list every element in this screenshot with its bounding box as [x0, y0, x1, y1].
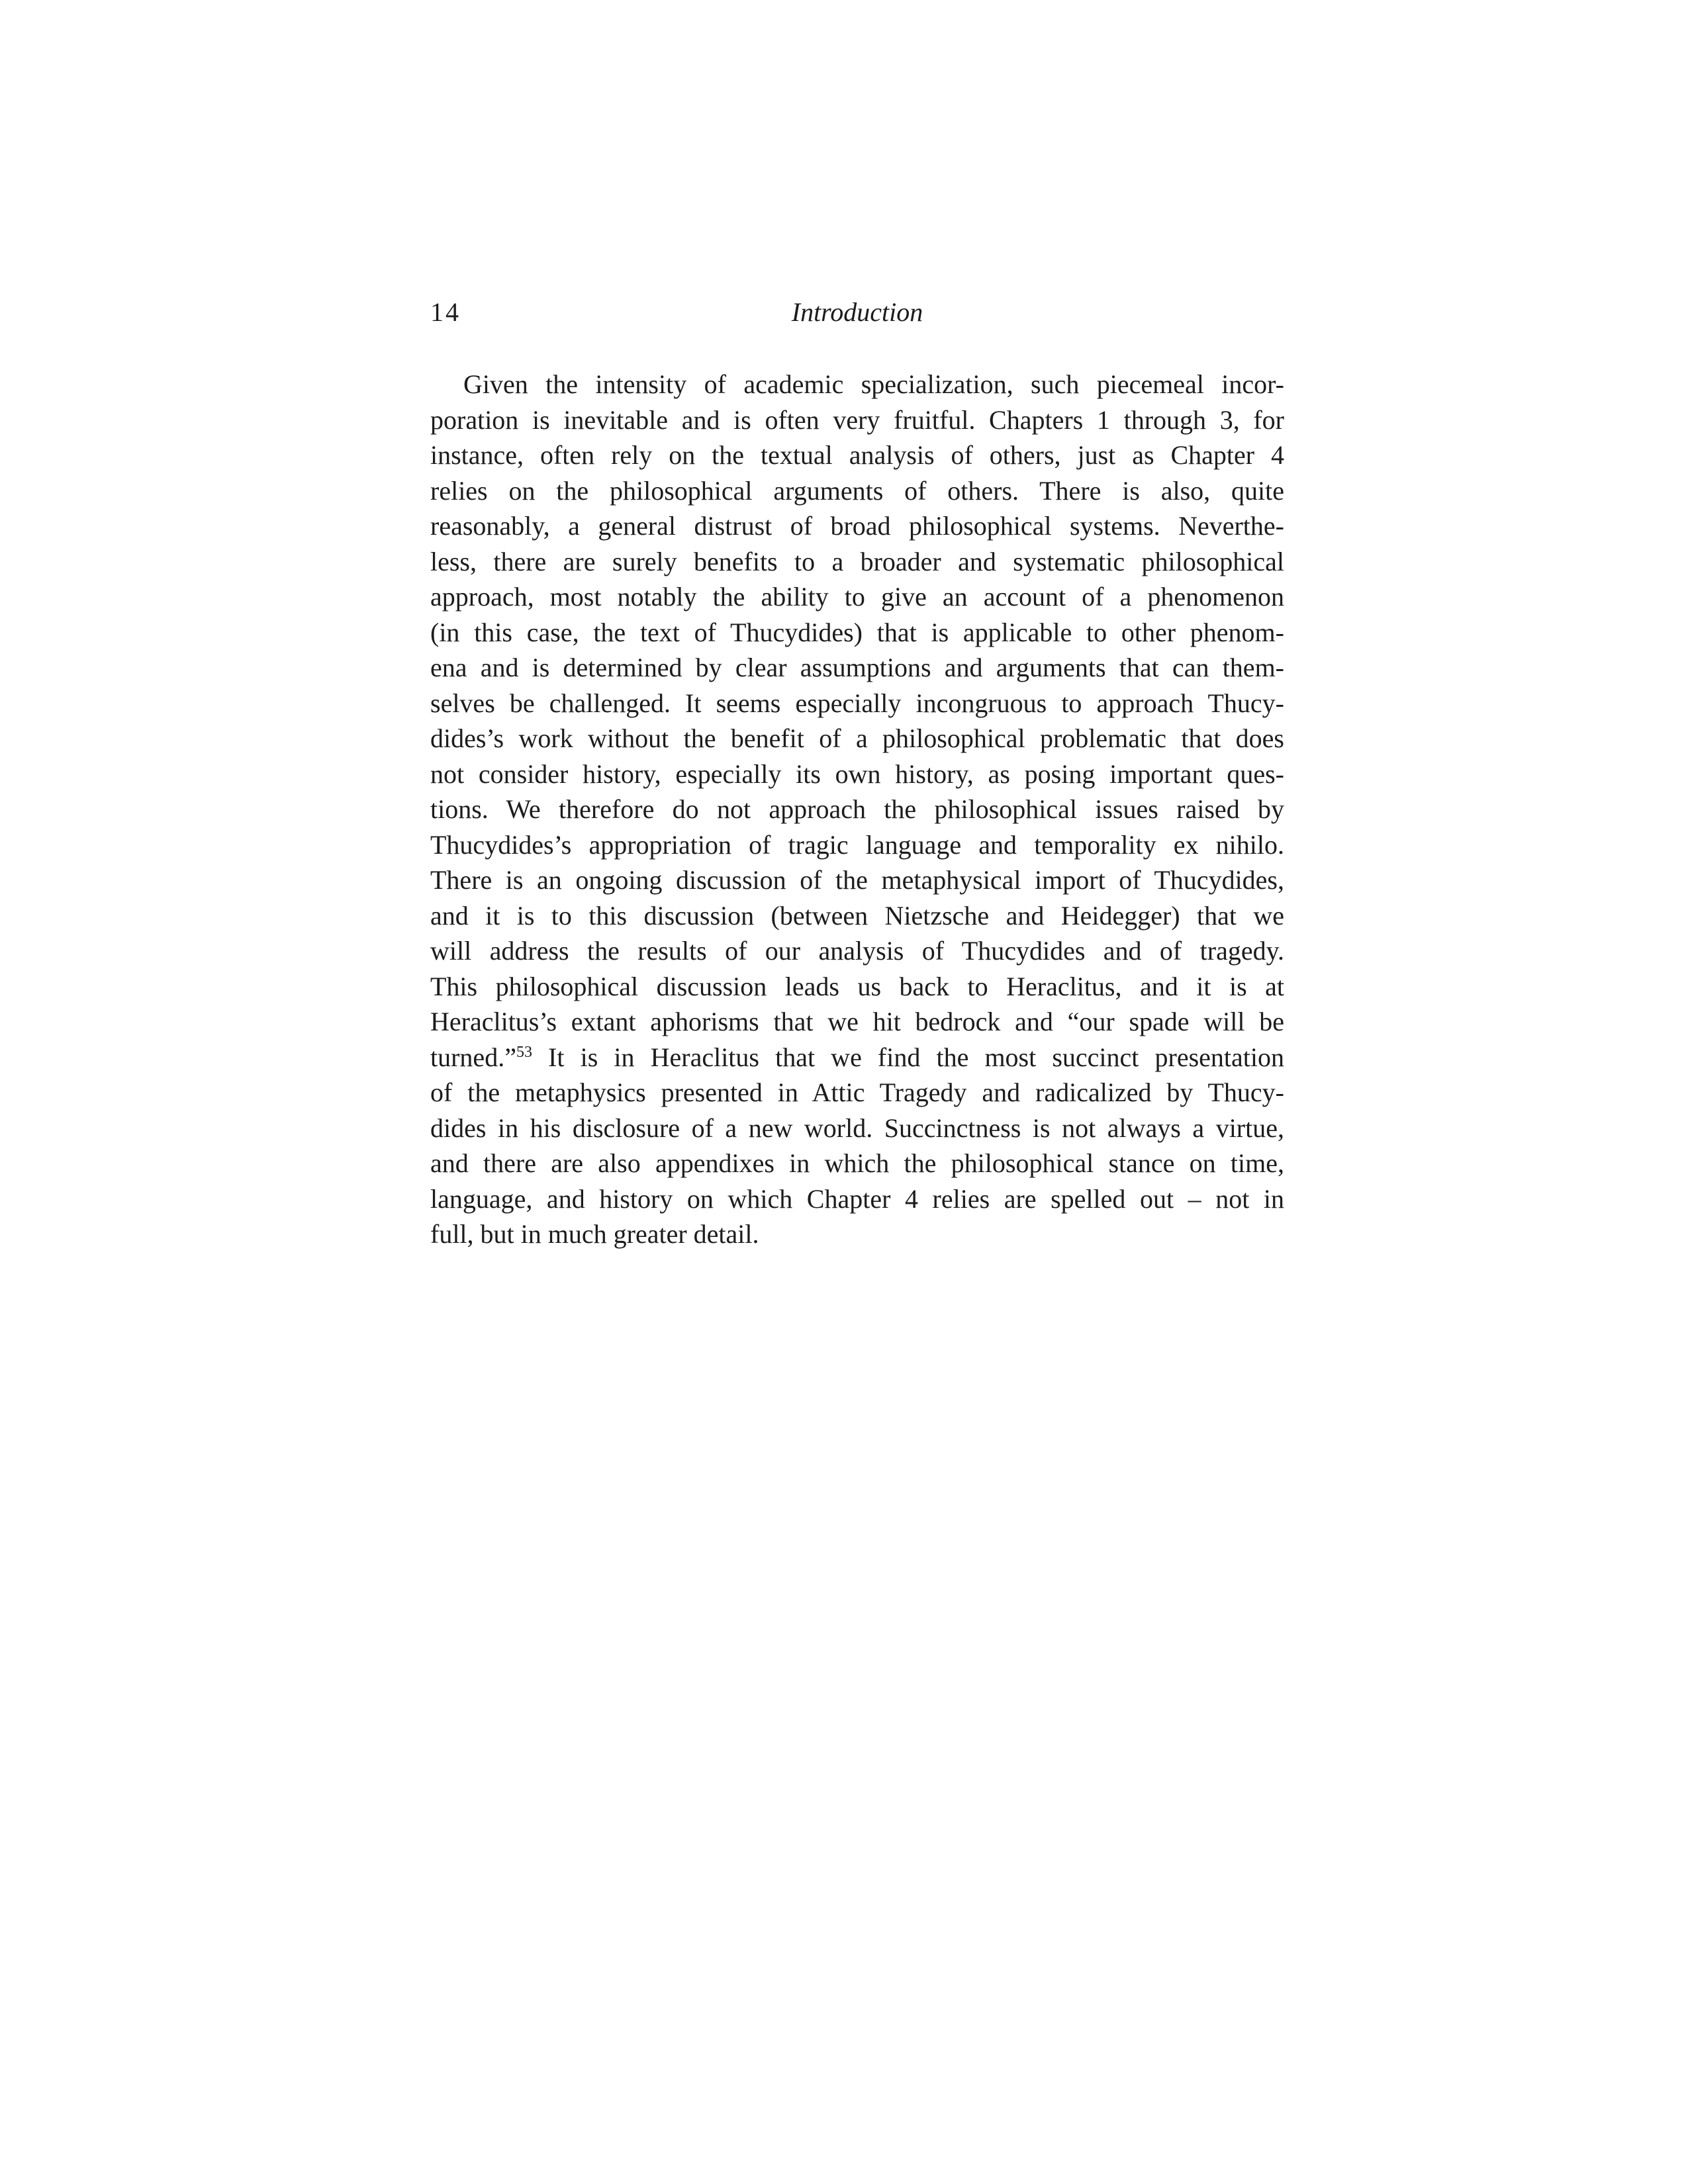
text-line: poration is inevitable and is often very fruitful. Chapters 1 through 3, for — [430, 404, 1284, 435]
text-line: (in this case, the text of Thucydides) that is applicable to other phenom- — [430, 617, 1284, 647]
text-line: dides’s work without the benefit of a philosophical problematic that does — [430, 723, 1284, 753]
text-line: instance, often rely on the textual analysis of others, just as Chapter 4 — [430, 440, 1284, 470]
text-segment: turned.” — [430, 1042, 516, 1072]
text-line: less, there are surely benefits to a broader and systematic philosophical — [430, 546, 1284, 576]
text-line: full, but in much greater detail. — [430, 1219, 759, 1249]
footnote-reference[interactable]: 53 — [516, 1043, 532, 1061]
text-line: selves be challenged. It seems especially incongruous to approach Thucy- — [430, 688, 1284, 718]
text-line: and there are also appendixes in which the philosophical stance on time, — [430, 1148, 1284, 1178]
running-head: Introduction — [791, 297, 923, 327]
body-paragraph — [430, 367, 1284, 1252]
text-line: ena and is determined by clear assumptions and arguments that can them- — [430, 653, 1284, 682]
text-line: dides in his disclosure of a new world. Succinctness is not always a virtue, — [430, 1113, 1284, 1143]
text-line: reasonably, a general distrust of broad philosophical systems. Neverthe- — [430, 511, 1284, 541]
page-header — [430, 291, 1284, 334]
text-line: Thucydides’s appropriation of tragic language and temporality ex nihilo. — [430, 829, 1284, 860]
text-line: not consider history, especially its own history, as posing important ques- — [430, 758, 1284, 789]
text-line: Given the intensity of academic specialization, such piecemeal incor- — [463, 369, 1284, 399]
text-line: approach, most notably the ability to give an account of a phenomenon — [430, 582, 1284, 612]
text-line: of the metaphysics presented in Attic Tragedy and radicalized by Thucy- — [430, 1077, 1284, 1107]
text-line: relies on the philosophical arguments of others. There is also, quite — [430, 475, 1284, 506]
page-number: 14 — [430, 297, 461, 327]
text-line: This philosophical discussion leads us back to Heraclitus, and it is at — [430, 971, 1284, 1001]
text-line: and it is to this discussion (between Nietzsche and Heidegger) that we — [430, 900, 1284, 931]
text-line-with-footnote — [430, 1040, 1284, 1075]
text-segment: It is in Heraclitus that we find the most succinct presentation — [532, 1042, 1284, 1072]
text-line: will address the results of our analysis of Thucydides and of tragedy. — [430, 936, 1284, 966]
text-line: Heraclitus’s extant aphorisms that we hit bedrock and “our spade will be — [430, 1007, 1284, 1036]
text-line: language, and history on which Chapter 4 relies are spelled out – not in — [430, 1183, 1284, 1214]
text-line: There is an ongoing discussion of the metaphysical import of Thucydides, — [430, 865, 1284, 895]
text-line: tions. We therefore do not approach the philosophical issues raised by — [430, 794, 1284, 824]
